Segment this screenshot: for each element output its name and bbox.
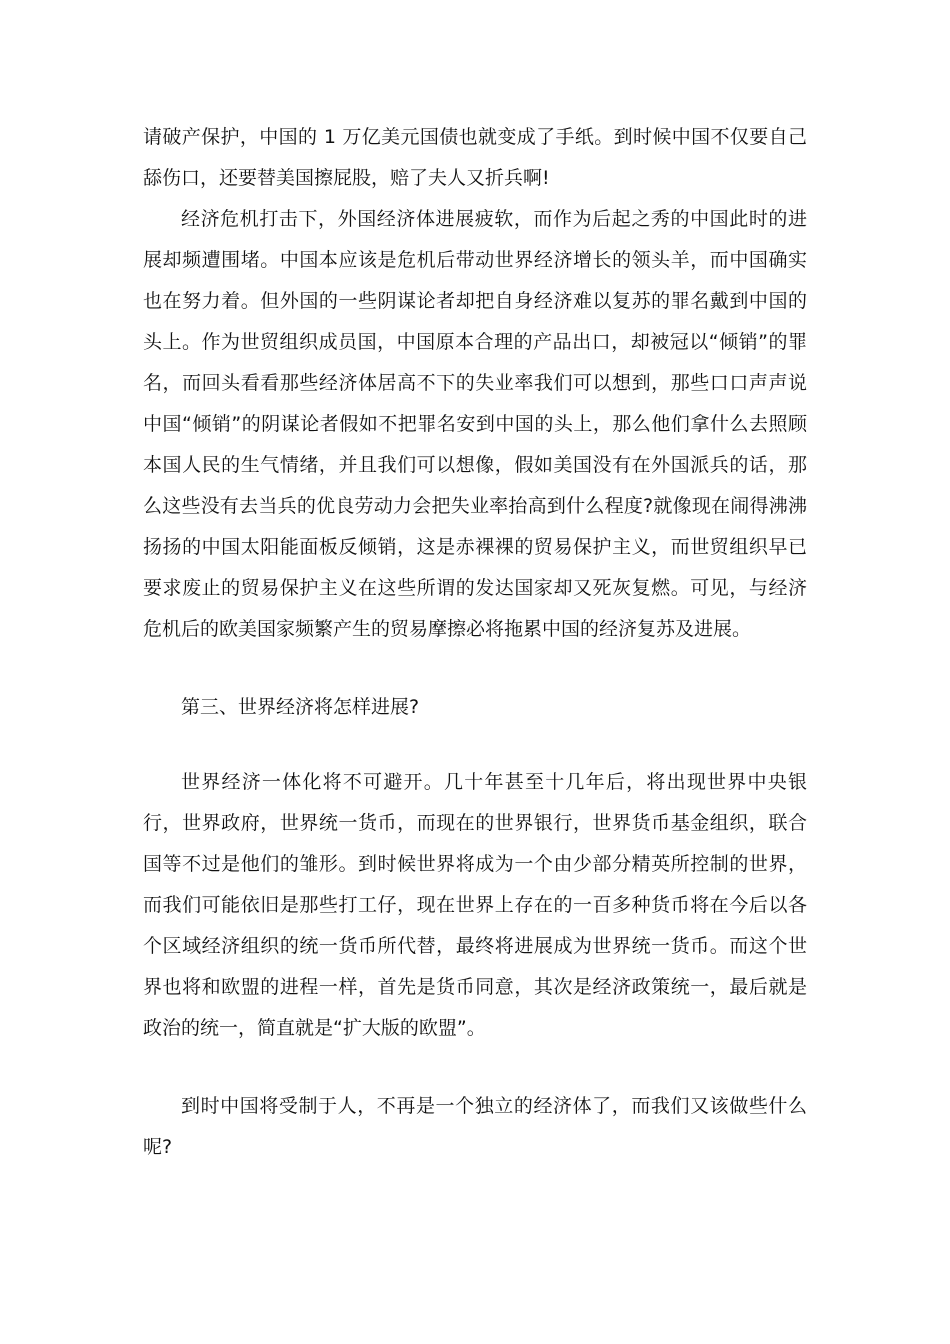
paragraph-continuation: 请破产保护，中国的 1 万亿美元国债也就变成了手纸。到时候中国不仅要自己舔伤口，还要替美国擦屁股，赔了夫人又折兵啊! [143, 126, 807, 189]
section-heading-world-economy: 第三、世界经济将怎样进展? [181, 696, 420, 718]
paragraph-closing-question: 到时中国将受制于人，不再是一个独立的经济体了，而我们又该做些什么呢? [143, 1095, 807, 1158]
paragraph-economic-integration: 世界经济一体化将不可避开。几十年甚至十几年后，将出现世界中央银行，世界政府，世界统一货币，而现在的世界银行，世界货币基金组织，联合国等不过是他们的雏形。到时候世界将成为一个由少部分精英所控制的世界，而我们可能依旧是那些打工仔，现在世界上存在的一百多种货币将在今后以各个区域经济组织的统一货币所代替，最终将进展成为世界统一货币。而这个世界也将和欧盟的进程一样，首先是货币同意，其次是经济政策统一，最后就是政治的统一，简直就是“扩大版的欧盟”。 [143, 771, 807, 1039]
document-body [143, 117, 807, 1168]
paragraph-trade-protection: 经济危机打击下，外国经济体进展疲软，而作为后起之秀的中国此时的进展却频遭围堵。中国本应该是危机后带动世界经济增长的领头羊，而中国确实也在努力着。但外国的一些阴谋论者却把自身经济难以复苏的罪名戴到中国的头上。作为世贸组织成员国，中国原本合理的产品出口，却被冠以“倾销”的罪名，而回头看看那些经济体居高不下的失业率我们可以想到，那些口口声声说中国“倾销”的阴谋论者假如不把罪名安到中国的头上，那么他们拿什么去照顾本国人民的生气情绪，并且我们可以想像，假如美国没有在外国派兵的话，那么这些没有去当兵的优良劳动力会把失业率抬高到什么程度?就像现在闹得沸沸扬扬的中国太阳能面板反倾销，这是赤裸裸的贸易保护主义，而世贸组织早已要求废止的贸易保护主义在这些所谓的发达国家却又死灰复燃。可见，与经济危机后的欧美国家频繁产生的贸易摩擦必将拖累中国的经济复苏及进展。 [143, 208, 807, 640]
